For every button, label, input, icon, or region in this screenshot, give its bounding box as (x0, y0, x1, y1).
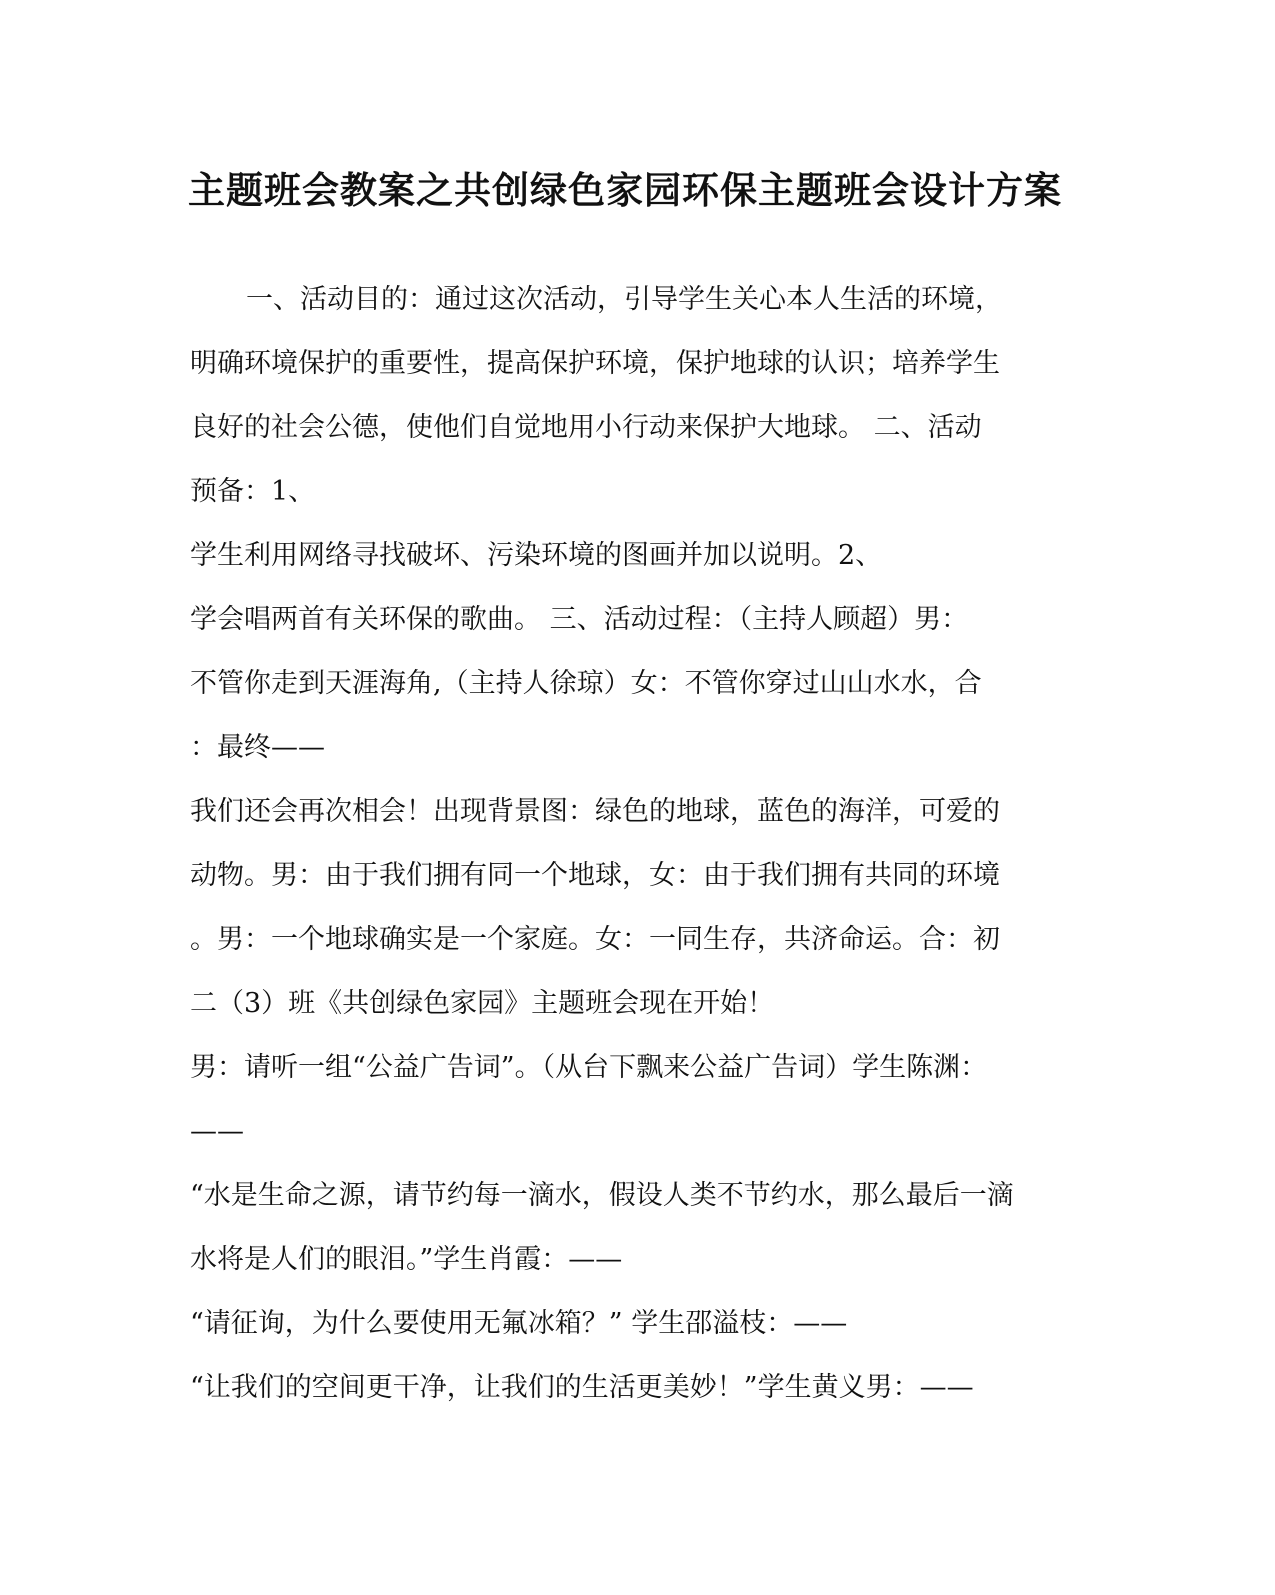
body-line: “请征询，为什么要使用无氟冰箱？” 学生邵溢枝：—— (190, 1308, 848, 1339)
body-line: 学生利用网络寻找破坏、污染环境的图画并加以说明。2、 (190, 540, 883, 571)
body-line: 预备：1、 (190, 476, 316, 507)
body-line: 明确环境保护的重要性，提高保护环境，保护地球的认识；培养学生 (190, 348, 1000, 379)
body-line: 学会唱两首有关环保的歌曲。 三、活动过程：（主持人顾超）男： (190, 604, 969, 635)
body-line: 动物。男：由于我们拥有同一个地球，女：由于我们拥有共同的环境 (190, 860, 1000, 891)
body-line: —— (190, 1116, 244, 1147)
body-line: 二（3）班《共创绿色家园》主题班会现在开始！ (190, 988, 775, 1019)
body-line: 男：请听一组“公益广告词”。（从台下飘来公益广告词）学生陈渊： (190, 1052, 988, 1083)
document-title: 主题班会教案之共创绿色家园环保主题班会设计方案 (188, 168, 1062, 212)
body-line: “水是生命之源，请节约每一滴水，假设人类不节约水，那么最后一滴 (190, 1180, 1014, 1211)
body-line: 一、活动目的：通过这次活动，引导学生关心本人生活的环境， (246, 284, 1002, 315)
body-line: 不管你走到天涯海角,（主持人徐琼）女：不管你穿过山山水水，合 (190, 668, 982, 699)
body-line: 良好的社会公德，使他们自觉地用小行动来保护大地球。 二、活动 (190, 412, 982, 443)
body-line: ：最终—— (190, 732, 325, 763)
body-line: 水将是人们的眼泪。”学生肖霞：—— (190, 1244, 623, 1275)
document-body (190, 268, 1090, 1420)
body-line: 。男：一个地球确实是一个家庭。女：一同生存，共济命运。合：初 (190, 924, 1000, 955)
body-line: 我们还会再次相会！出现背景图：绿色的地球，蓝色的海洋，可爱的 (190, 796, 1000, 827)
body-line: “让我们的空间更干净，让我们的生活更美妙！”学生黄义男：—— (190, 1372, 974, 1403)
